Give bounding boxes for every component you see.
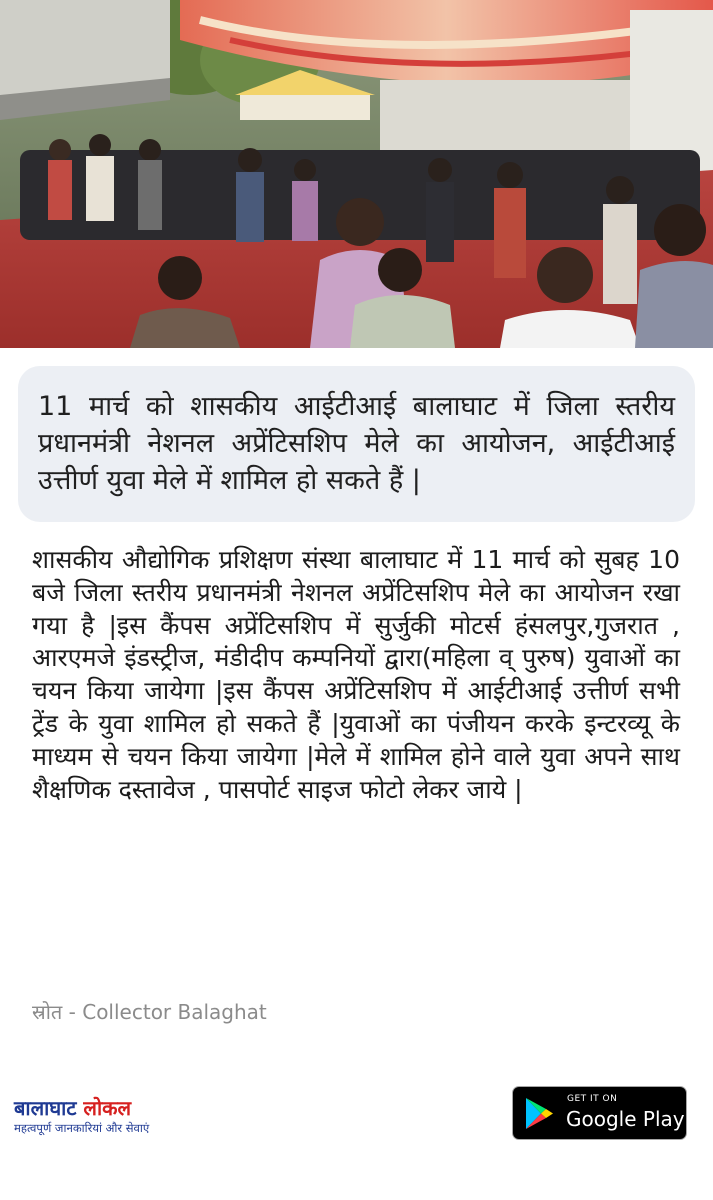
brand-tagline: महत्वपूर्ण जानकारियां और सेवाएं [14, 1121, 150, 1135]
brand-logo[interactable] [14, 1096, 214, 1136]
brand-name-part2: लोकल [83, 1096, 132, 1120]
crowd-photo-illustration [0, 0, 713, 348]
news-photo [0, 0, 713, 348]
headline-text: 11 मार्च को शासकीय आईटीआई बालाघाट में जिला स्तरीय प्रधानमंत्री नेशनल अप्रेंटिसशिप मेले का आयोजन, आईटीआई उत्तीर्ण युवा मेले में शामिल हो सकते हैं | [38, 391, 675, 496]
article-body: शासकीय औद्योगिक प्रशिक्षण संस्था बालाघाट में 11 मार्च को सुबह 10 बजे जिला स्तरीय प्रधानमंत्री नेशनल अप्रेंटिसशिप मेले का आयोजन रखा गया है |इस कैंपस अप्रेंटिसशिप में सुर्जुकी मोटर्स हंसलपुर,गुजरात , आरएमजे इंडस्ट्रीज, मंडीदीप कम्पनियों द्वारा(महिला व् पुरुष) युवाओं का चयन किया जायेगा |इस कैंपस अप्रेंटिसशिप में आईटीआई उत्तीर्ण सभी ट्रेंड के युवा शामिल हो सकते हैं |युवाओं का पंजीयन करके इन्टरव्यू के माध्यम से चयन किया जायेगा |मेले में शामिल होने वाले युवा अपने साथ शैक्षणिक दस्तावेज , पासपोर्ट साइज फोटो लेकर जाये | [32, 545, 680, 804]
google-play-badge-button[interactable] [512, 1086, 687, 1140]
source-credit: स्रोत - Collector Balaghat [32, 1000, 267, 1024]
brand-name-part1: बालाघाट [14, 1096, 77, 1120]
headline-card [18, 366, 695, 522]
play-badge-big-text: Google Play [566, 1107, 685, 1131]
play-badge-small-text: GET IT ON [567, 1094, 618, 1104]
brand-name [14, 1096, 214, 1120]
google-play-icon [524, 1097, 554, 1130]
